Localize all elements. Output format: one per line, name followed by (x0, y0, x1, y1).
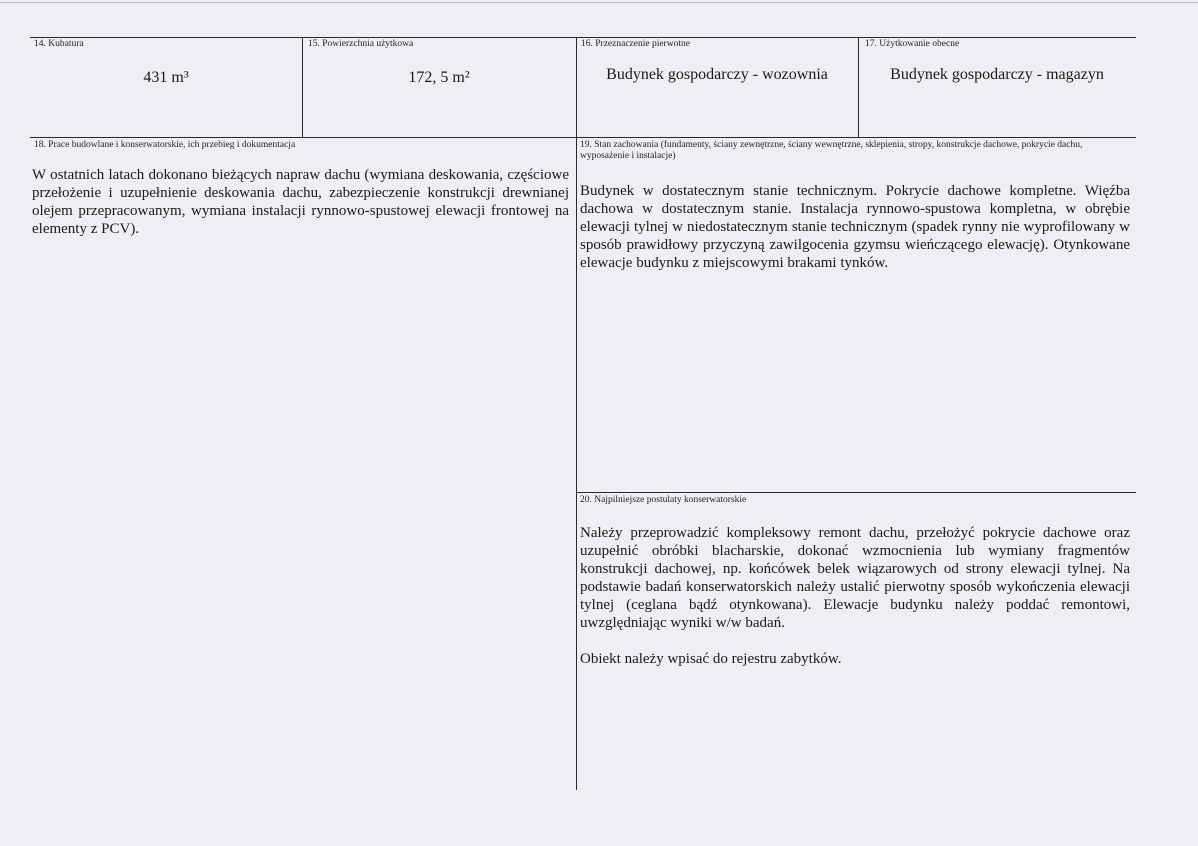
col-divider-main (576, 37, 577, 790)
field15-value: 172, 5 m² (408, 69, 470, 86)
field16-value: Budynek gospodarczy - wozownia (606, 66, 828, 83)
row1-top-border (30, 37, 1136, 38)
field20-label: 20. Najpilniejsze postulaty konserwatorskie (580, 495, 747, 505)
row2-top-border (30, 137, 1136, 138)
field20-paragraph-2: Obiekt należy wpisać do rejestru zabytków. (580, 651, 842, 667)
scan-top-edge (0, 2, 1198, 3)
field20-body (580, 524, 1130, 668)
field15-label: 15. Powierzchnia użytkowa (308, 39, 414, 49)
field17-label: 17. Użytkowanie obecne (865, 39, 960, 49)
field18-text: W ostatnich latach dokonano bieżących napraw dachu (wymiana deskowania, częściowe przełożenie i uzupełnienie deskowania dachu, zabezpieczenie konstrukcji drewnianej olejem przepracowanym, wymiana instalacji rynnowo-spustowej elewacji frontowej na elementy z PCV). (32, 167, 569, 237)
col-divider-16-17 (858, 37, 859, 137)
field14-value: 431 m³ (143, 69, 189, 86)
field19-text: Budynek w dostatecznym stanie technicznym. Pokrycie dachowe kompletne. Więźba dachowa w dostatecznym stanie. Instalacja rynnowo-spustowa kompletna, w obrębie elewacji tylnej w niedostatecznym stanie technicznym (spadek rynny nie wyprofilowany w sposób prawidłowy przyczyną zawilgocenia gzymsu wieńczącego elewację). Otynkowane elewacje budynku z miejscowymi brakami tynków. (580, 183, 1130, 271)
col-divider-14-15 (302, 37, 303, 137)
field20-paragraph-1: Należy przeprowadzić kompleksowy remont dachu, przełożyć pokrycie dachowe oraz uzupełnić obróbki blacharskie, dokonać wzmocnienia lub wymiany fragmentów konstrukcji dachowej, np. końcówek belek wiązarowych od strony elewacji tylnej. Na podstawie badań konserwatorskich należy ustalić pierwotny sposób wykończenia elewacji tylnej (ceglana bądź otynkowana). Elewacje budynku należy poddać remontowi, uwzględniając wyniki w/w badań. (580, 525, 1130, 631)
field16-label: 16. Przeznaczenie pierwotne (581, 39, 690, 49)
field20-top-border (576, 492, 1136, 493)
field19-label: 19. Stan zachowania (fundamenty, ściany zewnętrzne, ściany wewnętrzne, sklepienia, stropy, konstrukcje dachowe, pokrycie dachu, wyposażenie i instalacje) (580, 140, 1083, 161)
field14-label: 14. Kubatura (34, 39, 84, 49)
field17-value: Budynek gospodarczy - magazyn (890, 66, 1104, 83)
field18-label: 18. Prace budowlane i konserwatorskie, ich przebieg i dokumentacja (34, 140, 296, 150)
